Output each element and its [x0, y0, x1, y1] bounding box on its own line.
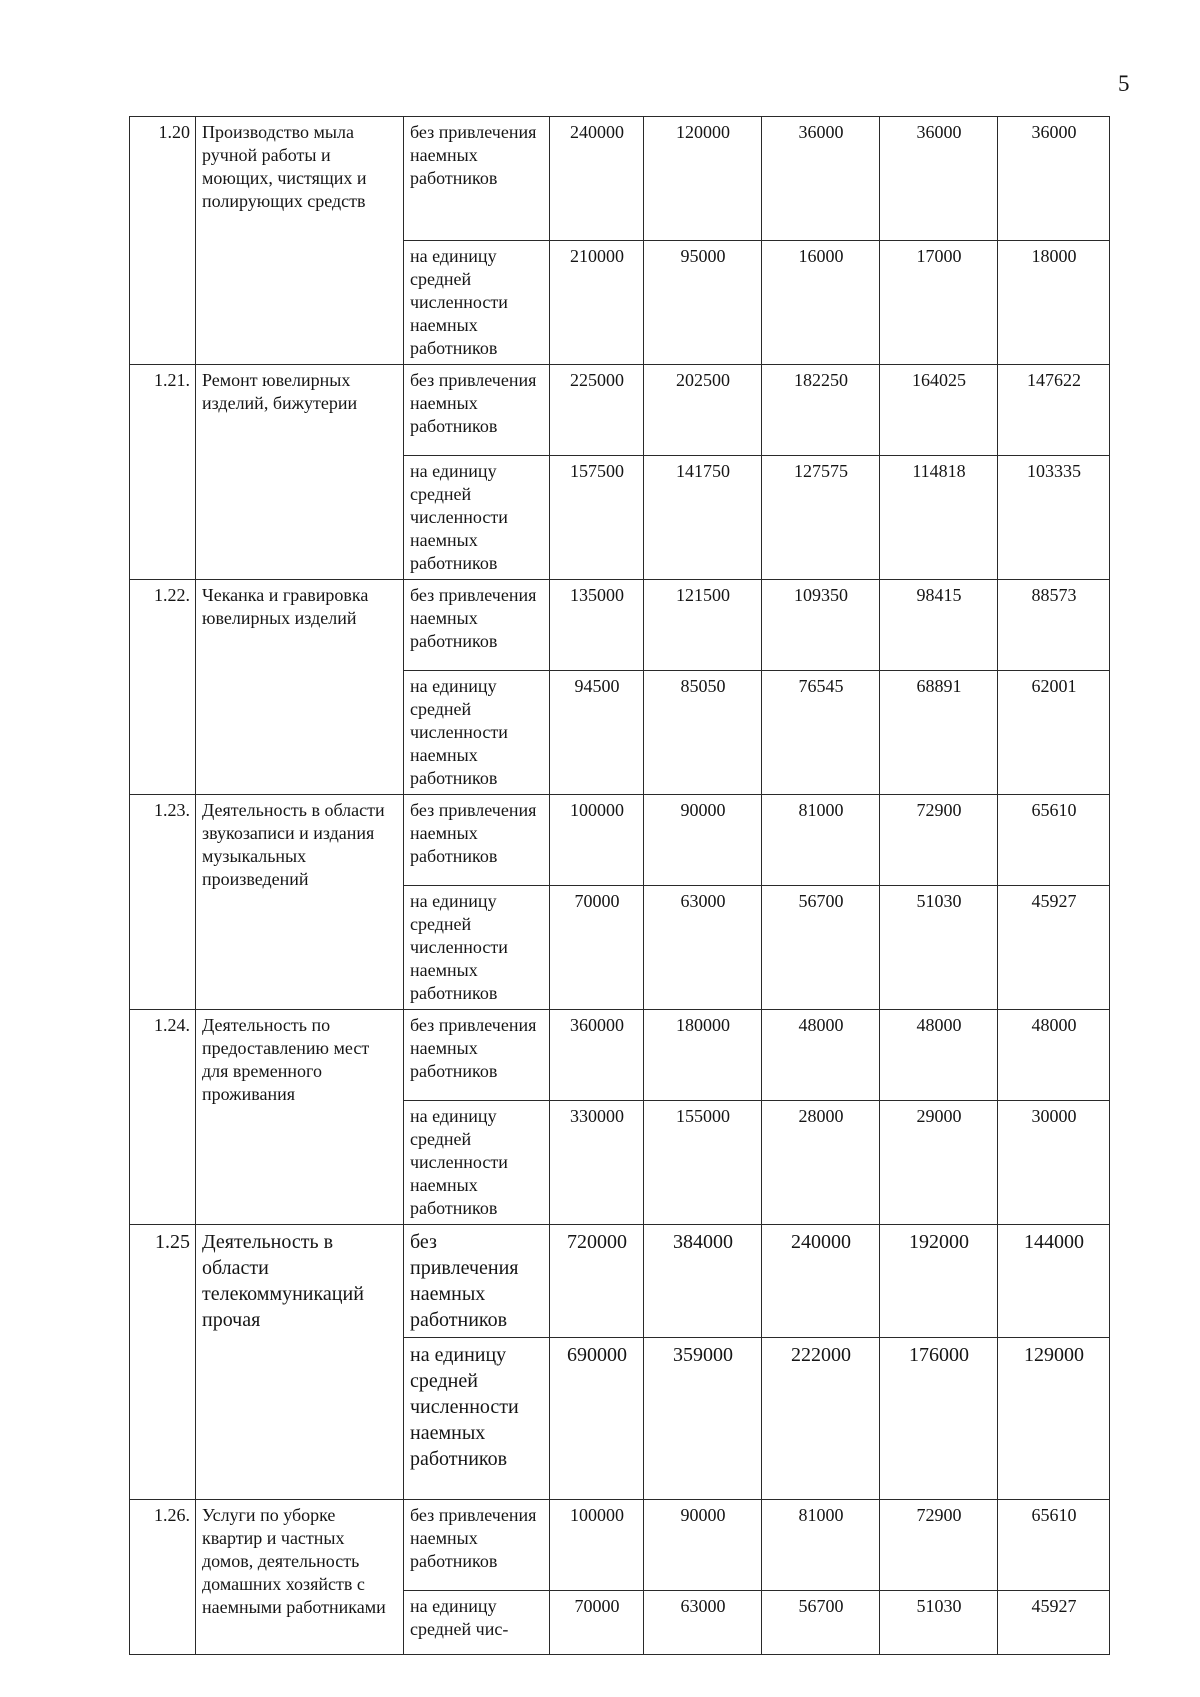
value-cell: 65610 [998, 795, 1110, 886]
value-cell: 360000 [550, 1010, 644, 1101]
value-cell: 690000 [550, 1338, 644, 1500]
value-cell: 63000 [644, 1591, 762, 1655]
per-employee-label: на единицу средней численности наемных работников [404, 241, 550, 365]
value-cell: 65610 [998, 1500, 1110, 1591]
row-number: 1.26. [130, 1500, 196, 1655]
per-employee-label: на единицу средней численности наемных работников [404, 886, 550, 1010]
row-number: 1.23. [130, 795, 196, 1010]
value-cell: 70000 [550, 886, 644, 1010]
value-cell: 36000 [998, 117, 1110, 241]
value-cell: 63000 [644, 886, 762, 1010]
value-cell: 48000 [762, 1010, 880, 1101]
value-cell: 90000 [644, 1500, 762, 1591]
value-cell: 176000 [880, 1338, 998, 1500]
value-cell: 164025 [880, 365, 998, 456]
value-cell: 127575 [762, 456, 880, 580]
per-employee-label: на единицу средней чис- [404, 1591, 550, 1655]
without-employees-label: без привлечения наемных работников [404, 1010, 550, 1101]
value-cell: 81000 [762, 1500, 880, 1591]
activity-name: Чеканка и гравировка ювелирных изделий [196, 580, 404, 795]
activity-name: Деятельность в области телекоммуникаций прочая [196, 1225, 404, 1500]
table-row [130, 580, 1110, 671]
value-cell: 56700 [762, 886, 880, 1010]
without-employees-label: без привлечения наемных работников [404, 117, 550, 241]
without-employees-label: без привлечения наемных работников [404, 795, 550, 886]
row-number: 1.24. [130, 1010, 196, 1225]
value-cell: 100000 [550, 795, 644, 886]
value-cell: 70000 [550, 1591, 644, 1655]
value-cell: 72900 [880, 1500, 998, 1591]
row-number: 1.21. [130, 365, 196, 580]
table-row [130, 117, 1110, 241]
table-row [130, 795, 1110, 886]
value-cell: 182250 [762, 365, 880, 456]
value-cell: 222000 [762, 1338, 880, 1500]
value-cell: 157500 [550, 456, 644, 580]
row-number: 1.22. [130, 580, 196, 795]
page-number: 5 [1118, 71, 1130, 96]
value-cell: 88573 [998, 580, 1110, 671]
value-cell: 192000 [880, 1225, 998, 1338]
value-cell: 18000 [998, 241, 1110, 365]
value-cell: 103335 [998, 456, 1110, 580]
value-cell: 240000 [550, 117, 644, 241]
value-cell: 68891 [880, 671, 998, 795]
activity-name: Деятельность в области звукозаписи и издания музыкальных произведений [196, 795, 404, 1010]
value-cell: 135000 [550, 580, 644, 671]
value-cell: 81000 [762, 795, 880, 886]
value-cell: 16000 [762, 241, 880, 365]
value-cell: 36000 [762, 117, 880, 241]
value-cell: 51030 [880, 886, 998, 1010]
activity-name: Услуги по уборке квартир и частных домов, деятельность домашних хозяйств с наемными работниками [196, 1500, 404, 1655]
value-cell: 180000 [644, 1010, 762, 1101]
value-cell: 51030 [880, 1591, 998, 1655]
value-cell: 384000 [644, 1225, 762, 1338]
value-cell: 359000 [644, 1338, 762, 1500]
value-cell: 29000 [880, 1101, 998, 1225]
value-cell: 45927 [998, 886, 1110, 1010]
per-employee-label: на единицу средней численности наемных работников [404, 1101, 550, 1225]
per-employee-label: на единицу средней численности наемных работников [404, 1338, 550, 1500]
value-cell: 17000 [880, 241, 998, 365]
value-cell: 62001 [998, 671, 1110, 795]
without-employees-label: без привлечения наемных работников [404, 365, 550, 456]
value-cell: 94500 [550, 671, 644, 795]
value-cell: 225000 [550, 365, 644, 456]
row-number: 1.20 [130, 117, 196, 365]
without-employees-label: без привлечения наемных работников [404, 580, 550, 671]
value-cell: 30000 [998, 1101, 1110, 1225]
value-cell: 36000 [880, 117, 998, 241]
value-cell: 720000 [550, 1225, 644, 1338]
value-cell: 210000 [550, 241, 644, 365]
value-cell: 48000 [998, 1010, 1110, 1101]
value-cell: 155000 [644, 1101, 762, 1225]
value-cell: 121500 [644, 580, 762, 671]
activity-name: Производство мыла ручной работы и моющих, чистящих и полирующих средств [196, 117, 404, 365]
value-cell: 100000 [550, 1500, 644, 1591]
table-row [130, 1010, 1110, 1101]
per-employee-label: на единицу средней численности наемных работников [404, 671, 550, 795]
activity-name: Ремонт ювелирных изделий, бижутерии [196, 365, 404, 580]
activity-name: Деятельность по предоставлению мест для временного проживания [196, 1010, 404, 1225]
value-cell: 98415 [880, 580, 998, 671]
without-employees-label: без привлечения наемных работников [404, 1225, 550, 1338]
value-cell: 147622 [998, 365, 1110, 456]
value-cell: 144000 [998, 1225, 1110, 1338]
row-number: 1.25 [130, 1225, 196, 1500]
rates-table [129, 116, 1110, 1655]
value-cell: 72900 [880, 795, 998, 886]
per-employee-label: на единицу средней численности наемных работников [404, 456, 550, 580]
table-row [130, 1225, 1110, 1338]
value-cell: 90000 [644, 795, 762, 886]
without-employees-label: без привлечения наемных работников [404, 1500, 550, 1591]
value-cell: 48000 [880, 1010, 998, 1101]
value-cell: 330000 [550, 1101, 644, 1225]
value-cell: 202500 [644, 365, 762, 456]
value-cell: 129000 [998, 1338, 1110, 1500]
value-cell: 56700 [762, 1591, 880, 1655]
value-cell: 76545 [762, 671, 880, 795]
value-cell: 109350 [762, 580, 880, 671]
value-cell: 95000 [644, 241, 762, 365]
value-cell: 114818 [880, 456, 998, 580]
value-cell: 28000 [762, 1101, 880, 1225]
value-cell: 45927 [998, 1591, 1110, 1655]
table-row [130, 365, 1110, 456]
value-cell: 85050 [644, 671, 762, 795]
value-cell: 120000 [644, 117, 762, 241]
value-cell: 240000 [762, 1225, 880, 1338]
value-cell: 141750 [644, 456, 762, 580]
table-row [130, 1500, 1110, 1591]
